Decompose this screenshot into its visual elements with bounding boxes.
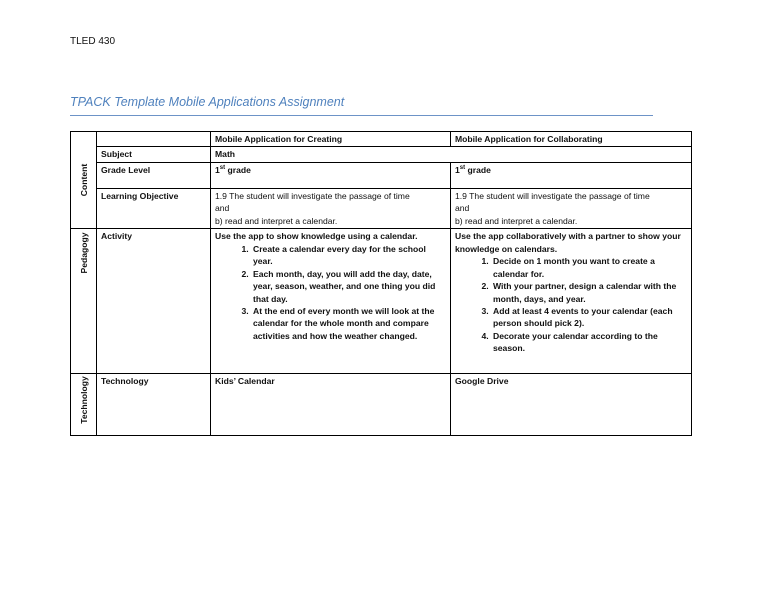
technology-creating: Kids’ Calendar xyxy=(211,374,451,436)
grade-text: grade xyxy=(465,164,491,175)
objective-row xyxy=(71,188,692,228)
column-header-collaborating: Mobile Application for Collaborating xyxy=(451,132,692,147)
list-item: 2. With your partner, design a calendar with the month, days, and year. xyxy=(491,280,687,305)
objective-line: b) read and interpret a calendar. xyxy=(215,215,338,226)
grade-suffix: st xyxy=(219,165,226,172)
grade-label: Grade Level xyxy=(97,162,211,188)
document-header-code: TLED 430 xyxy=(70,36,116,47)
grade-number: 1 xyxy=(215,164,220,175)
grade-collaborating xyxy=(451,162,692,188)
grade-row xyxy=(71,162,692,188)
activity-collab-intro: Use the app collaboratively with a partner to show your knowledge on calendars. xyxy=(455,231,681,254)
grade-suffix: st xyxy=(459,165,466,172)
domain-pedagogy-cell xyxy=(71,229,97,374)
domain-content-label: Content xyxy=(78,163,89,197)
tpack-table xyxy=(70,131,692,436)
grade-text: grade xyxy=(225,164,251,175)
objective-line: 1.9 The student will investigate the passage of time xyxy=(215,190,410,201)
list-item: 3. Add at least 4 events to your calendar (each person should pick 2). xyxy=(491,305,687,330)
objective-label: Learning Objective xyxy=(97,188,211,228)
activity-creating-steps xyxy=(215,243,446,343)
title-underline xyxy=(70,115,653,116)
technology-collaborating: Google Drive xyxy=(451,374,692,436)
objective-line: b) read and interpret a calendar. xyxy=(455,215,578,226)
objective-line: and xyxy=(215,203,230,214)
list-item: 1. Create a calendar every day for the school year. xyxy=(251,243,446,268)
activity-collab-steps xyxy=(455,255,687,355)
header-row xyxy=(71,132,692,147)
grade-number: 1 xyxy=(455,164,460,175)
header-empty-cell xyxy=(97,132,211,147)
document-title: TPACK Template Mobile Applications Assignment xyxy=(70,95,345,109)
objective-line: 1.9 The student will investigate the passage of time xyxy=(455,190,650,201)
technology-label: Technology xyxy=(97,374,211,436)
activity-label: Activity xyxy=(97,229,211,374)
domain-content-cell xyxy=(71,132,97,229)
objective-line: and xyxy=(455,203,470,214)
list-item: 2. Each month, day, you will add the day, date, year, season, weather, and one thing you did that day. xyxy=(251,268,446,305)
list-item: 1. Decide on 1 month you want to create a calendar for. xyxy=(491,255,687,280)
grade-creating xyxy=(211,162,451,188)
domain-technology-cell xyxy=(71,374,97,436)
objective-collaborating xyxy=(451,188,692,228)
domain-pedagogy-label: Pedagogy xyxy=(78,232,89,274)
activity-creating xyxy=(211,229,451,374)
activity-collaborating xyxy=(451,229,692,374)
technology-row xyxy=(71,374,692,436)
domain-technology-label: Technology xyxy=(78,376,89,425)
subject-label: Subject xyxy=(97,147,211,162)
objective-creating xyxy=(211,188,451,228)
column-header-creating: Mobile Application for Creating xyxy=(211,132,451,147)
list-item: 3. At the end of every month we will look at the calendar for the whole month and compare activities and how the weather changed. xyxy=(251,305,446,342)
activity-row xyxy=(71,229,692,374)
activity-creating-intro: Use the app to show knowledge using a calendar. xyxy=(215,231,418,242)
list-item: 4. Decorate your calendar according to the season. xyxy=(491,330,687,355)
subject-row xyxy=(71,147,692,162)
subject-value: Math xyxy=(211,147,692,162)
